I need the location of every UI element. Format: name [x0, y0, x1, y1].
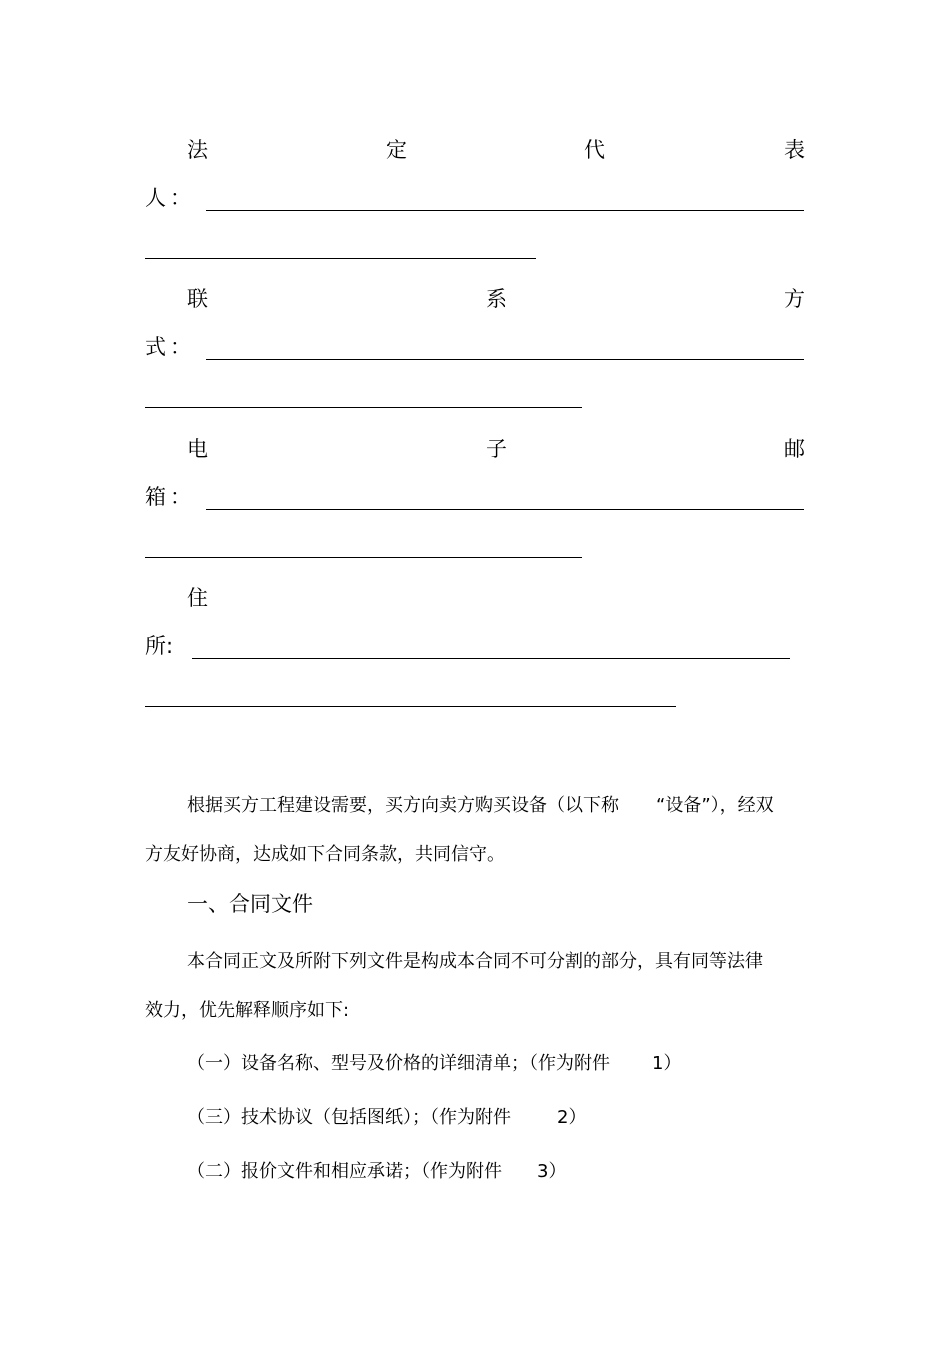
- para1-line2: 效力，优先解释顺序如下:: [145, 1000, 350, 1021]
- item-3-num: 3）: [537, 1161, 567, 1182]
- legal-rep-char-5: 人: [145, 186, 166, 210]
- email-char-1: 电: [187, 437, 208, 461]
- email-underline-1[interactable]: [206, 509, 804, 510]
- address-label: 所:: [145, 634, 174, 658]
- contact-char-1: 联: [187, 287, 208, 311]
- intro-line2: 方友好协商，达成如下合同条款，共同信守。: [145, 844, 505, 865]
- contact-underline-2[interactable]: [145, 407, 582, 408]
- address-underline-2[interactable]: [145, 706, 676, 707]
- item-2-text: （三）技术协议（包括图纸）；（作为附件: [187, 1107, 511, 1128]
- para1-line1: 本合同正文及所附下列文件是构成本合同不可分割的部分，具有同等法律: [187, 951, 763, 972]
- contact-char-4: 式: [145, 335, 166, 359]
- legal-rep-underline-1[interactable]: [206, 210, 804, 211]
- email-char-2: 子: [486, 437, 507, 461]
- item-1-text: （一）设备名称、型号及价格的详细清单；（作为附件: [187, 1053, 610, 1074]
- address-underline-1[interactable]: [192, 658, 790, 659]
- contact-underline-1[interactable]: [206, 359, 804, 360]
- item-3-text: （二）报价文件和相应承诺；（作为附件: [187, 1161, 502, 1182]
- legal-rep-char-1: 法: [187, 138, 208, 162]
- address-char-1: 住: [187, 586, 208, 610]
- intro-line1-b: “设备”），经双: [656, 795, 774, 816]
- email-char-4: 箱: [145, 485, 166, 509]
- item-1-num: 1）: [652, 1053, 682, 1074]
- legal-rep-underline-2[interactable]: [145, 258, 536, 259]
- contact-char-3: 方: [784, 287, 805, 311]
- contact-colon: ：: [170, 335, 191, 359]
- email-char-3: 邮: [784, 437, 805, 461]
- legal-rep-char-2: 定: [386, 138, 407, 162]
- legal-rep-colon: ：: [170, 186, 191, 210]
- intro-line1-a: 根据买方工程建设需要，买方向卖方购买设备（以下称: [187, 795, 619, 816]
- email-underline-2[interactable]: [145, 557, 582, 558]
- item-2-num: 2）: [557, 1107, 587, 1128]
- section-title: 一、合同文件: [187, 892, 313, 916]
- legal-rep-char-4: 表: [784, 138, 805, 162]
- email-colon: ：: [170, 485, 191, 509]
- legal-rep-char-3: 代: [584, 138, 605, 162]
- contact-char-2: 系: [486, 287, 507, 311]
